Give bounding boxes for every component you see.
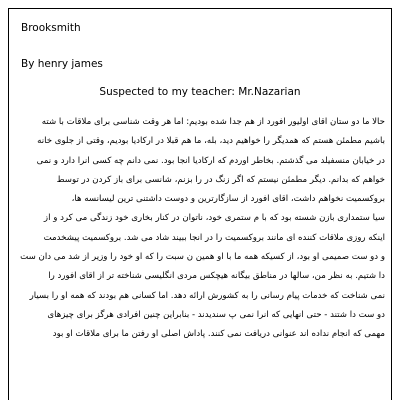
text-line: دا شتیم. به نظر من، سالها در مناطق بیگانه هیچکس مردی انگلیسی شناخته تر از اقای افورد را bbox=[48, 271, 385, 282]
text-line: باشیم مطمئن هستم که همدیگر را خواهیم دید، بله، ما هم قبلا در ارکادیا بودیم، وقتی از جلوی خانه bbox=[37, 136, 385, 147]
text-line: اینکه روزی ملاقات کننده ای مانند بروکسمیت را در انجا ببیند شاد می شد. بروکسمیت پیشخدمت bbox=[43, 232, 385, 243]
text-line: سیا ستمداری بازن شسته بود که با م ستمری خود، ناتوان در کنار بخاری خود زندگی می کرد و از bbox=[43, 213, 385, 224]
text-line: حالا ما دو ستان اقای اولیور افورد از هم جدا شده بودیم: اما هر وقت شناسی برای ملاقات با شته bbox=[41, 117, 385, 127]
text-line: بروکسمیت نخواهم داشت، اقای افورد از سازگارترین و دوست داشتنی ترین لیسانسه ها، bbox=[71, 194, 385, 205]
text-line: و دو ست صمیمی او بود، از کسیکه همه ما با او همین ن سبت را که او خود را وزیر از شد می دان ست bbox=[20, 252, 385, 263]
document-title: Brooksmith bbox=[21, 22, 81, 34]
document-page bbox=[8, 8, 392, 400]
document-dedication: Suspected to my teacher: Mr.Nazarian bbox=[99, 86, 301, 98]
text-line: دو ست دا شتند - حتی انهایی که انرا نمی پ سندیدند - بنابراین چنین افرادی هرگز برای چیزهای bbox=[47, 309, 385, 320]
text-line: نمی شناخت که خدمات پیام رسانی را به کشورش ارائه دهد. اما کسانی هم بودند که همه او را بسیار bbox=[29, 290, 385, 301]
text-line: در خیابان منسفیلد می گذشتم. بخاطر اوردم که ارکادیا انجا بود. نمی دانم چه کسی انرا دارد و نمی bbox=[36, 155, 385, 166]
body-text bbox=[15, 113, 385, 345]
text-line: خواهم که بدانم. دیگر مطمئن نیستم که اگر زنگ در را بزنم، شانسی برای باز کردن در توسط bbox=[56, 174, 385, 185]
document-author: By henry james bbox=[21, 58, 103, 70]
text-line: مهمی که انجام نداده اند عنوانی دریافت نمی کنند. پاداش اصلی او رفتن ما برای ملاقات او بود bbox=[52, 329, 385, 340]
